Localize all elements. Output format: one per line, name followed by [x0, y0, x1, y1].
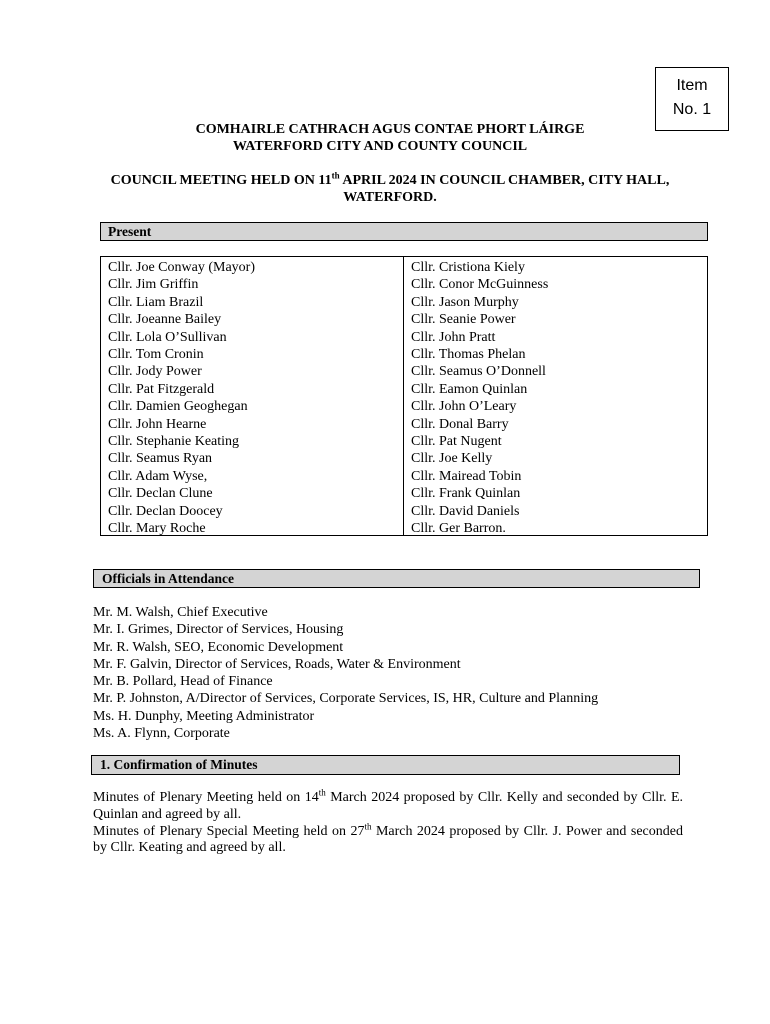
member-name: Cllr. Cristiona Kiely: [411, 260, 525, 275]
official-entry: Ms. A. Flynn, Corporate: [93, 726, 230, 742]
member-name: Cllr. Frank Quinlan: [411, 486, 521, 502]
member-name: Cllr. Jody Power: [108, 364, 202, 380]
official-entry: Mr. M. Walsh, Chief Executive: [93, 605, 268, 620]
minutes-p1-suffix: March 2024 proposed by Cllr. Kelly and seconded by Cllr. E. Quinlan and agreed by all.: [93, 790, 683, 822]
minutes-p2-sup: th: [364, 820, 372, 831]
members-left-column: [108, 259, 255, 538]
member-name: Cllr. Seanie Power: [411, 312, 516, 328]
officials-list: [93, 604, 598, 742]
member-name: Cllr. Seamus O’Donnell: [411, 364, 546, 380]
minutes-p1-sup: th: [318, 787, 326, 798]
officials-section-header: Officials in Attendance: [93, 569, 700, 588]
member-name: Cllr. Joeanne Bailey: [108, 312, 222, 328]
official-entry: Mr. B. Pollard, Head of Finance: [93, 674, 273, 690]
member-name: Cllr. John Pratt: [411, 329, 496, 345]
official-entry: Mr. F. Galvin, Director of Services, Roads, Water & Environment: [93, 656, 461, 672]
column-divider: [403, 257, 404, 535]
members-right-column: [411, 259, 548, 538]
item-number: No. 1: [672, 101, 712, 118]
member-name: Cllr. Seamus Ryan: [108, 451, 213, 467]
member-name: Cllr. Adam Wyse,: [108, 468, 208, 484]
member-name: Cllr. Pat Fitzgerald: [108, 381, 215, 397]
member-name: Cllr. Damien Geoghegan: [108, 399, 248, 415]
official-entry: Mr. I. Grimes, Director of Services, Housing: [93, 622, 344, 638]
minutes-paragraph-2: [93, 820, 683, 858]
member-name: Cllr. Jason Murphy: [411, 294, 519, 310]
minutes-p2-prefix: Minutes of Plenary Special Meeting held on 27: [93, 823, 365, 839]
member-name: Cllr. Thomas Phelan: [411, 347, 526, 363]
member-name: Cllr. Conor McGuinness: [411, 277, 549, 293]
members-present-table: [100, 256, 708, 536]
member-name: Cllr. Mary Roche: [108, 521, 206, 537]
council-name-irish: COMHAIRLE CATHRACH AGUS CONTAE PHORT LÁIRGE: [195, 122, 585, 137]
official-entry: Ms. H. Dunphy, Meeting Administrator: [93, 708, 315, 724]
present-section-header: Present: [100, 222, 708, 241]
official-entry: Mr. R. Walsh, SEO, Economic Development: [93, 639, 344, 655]
member-name: Cllr. Declan Doocey: [108, 503, 223, 519]
member-name: Cllr. Joe Conway (Mayor): [108, 260, 255, 275]
minutes-body: [93, 787, 683, 857]
member-name: Cllr. David Daniels: [411, 503, 520, 519]
member-name: Cllr. Stephanie Keating: [108, 434, 240, 450]
member-name: Cllr. John Hearne: [108, 416, 207, 432]
minutes-p2-suffix: March 2024 proposed by Cllr. J. Power and seconded by Cllr. Keating and agreed by all.: [93, 823, 683, 856]
meeting-title-prefix: COUNCIL MEETING HELD ON 11: [110, 173, 332, 188]
item-label: Item: [676, 77, 708, 94]
member-name: Cllr. Mairead Tobin: [411, 468, 522, 484]
member-name: Cllr. Declan Clune: [108, 486, 213, 502]
member-name: Cllr. Donal Barry: [411, 416, 509, 432]
minutes-p1-prefix: Minutes of Plenary Meeting held on 14: [93, 790, 319, 805]
council-name-english: WATERFORD CITY AND COUNTY COUNCIL: [232, 139, 528, 154]
member-name: Cllr. Eamon Quinlan: [411, 381, 528, 397]
official-entry: Mr. P. Johnston, A/Director of Services, Corporate Services, IS, HR, Culture and Planning: [93, 691, 599, 707]
minutes-paragraph-1: [93, 787, 683, 824]
member-name: Cllr. Lola O’Sullivan: [108, 329, 227, 345]
meeting-title: [90, 172, 690, 206]
member-name: Cllr. Liam Brazil: [108, 294, 204, 310]
member-name: Cllr. Jim Griffin: [108, 277, 199, 293]
member-name: Cllr. Tom Cronin: [108, 347, 204, 363]
meeting-title-suffix: APRIL 2024 IN COUNCIL CHAMBER, CITY HALL, WATERFORD.: [339, 173, 670, 205]
member-name: Cllr. Ger Barron.: [411, 521, 506, 537]
member-name: Cllr. John O’Leary: [411, 399, 517, 415]
minutes-section-header: 1. Confirmation of Minutes: [91, 755, 680, 775]
member-name: Cllr. Pat Nugent: [411, 434, 502, 450]
member-name: Cllr. Joe Kelly: [411, 451, 493, 467]
meeting-title-sup: th: [331, 170, 340, 181]
item-number-box: [655, 67, 729, 131]
